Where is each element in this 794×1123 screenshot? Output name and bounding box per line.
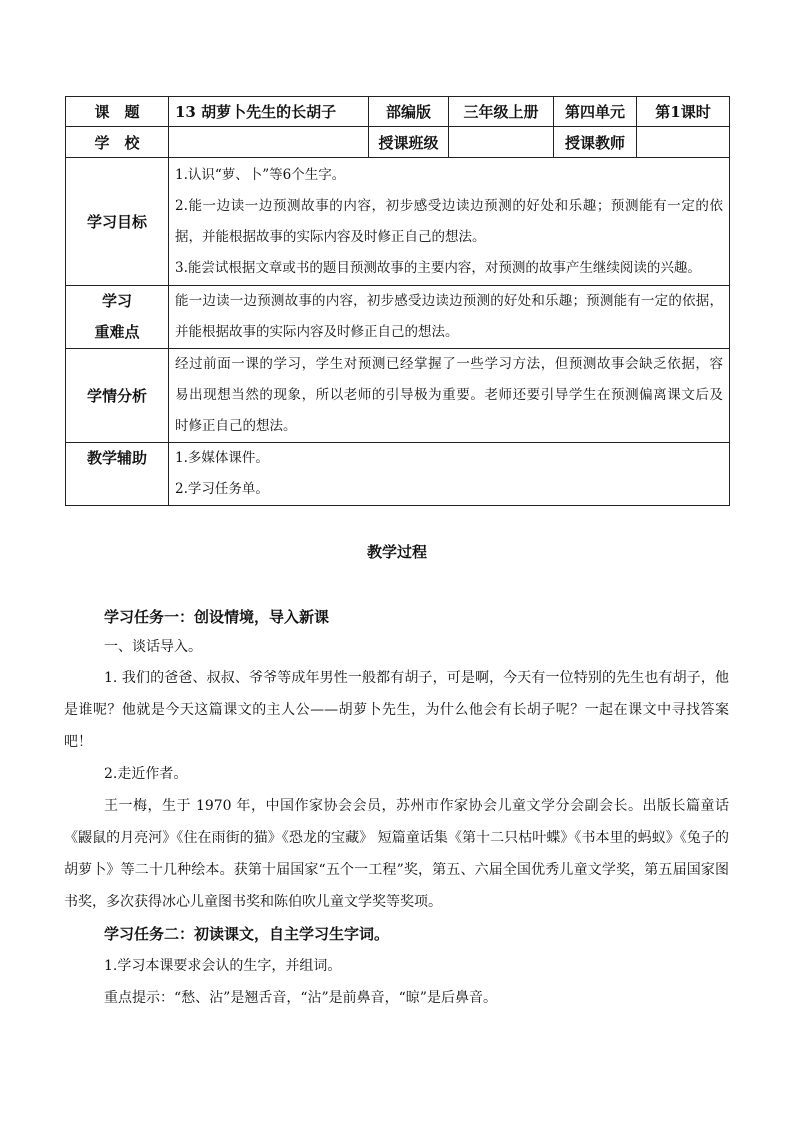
table-row [66, 349, 730, 443]
analysis-line: 时修正自己的想法。 [175, 418, 297, 434]
label-difficulty [66, 286, 169, 349]
label-analysis: 学情分析 [66, 349, 169, 443]
school-value [169, 127, 369, 158]
grade: 三年级上册 [449, 97, 554, 127]
unit: 第四单元 [554, 97, 637, 127]
label-goals: 学习目标 [66, 158, 169, 286]
section1-title: 一、谈话导入。 [104, 639, 202, 655]
table-row [66, 97, 730, 127]
difficulty-line: 能一边读一边预测故事的内容，初步感受边读边预测的好处和乐趣；预测能有一定的依据， [175, 293, 723, 309]
label-aids: 教学辅助 [66, 443, 169, 506]
difficulty-line: 并能根据故事的实际内容及时修正自己的想法。 [175, 324, 459, 340]
table-row [66, 127, 730, 158]
table-row [66, 286, 730, 349]
goals-content [169, 158, 730, 286]
difficulty-content [169, 286, 730, 349]
label-difficulty-line2: 重难点 [94, 323, 140, 341]
analysis-line: 经过前面一课的学习，学生对预测已经掌握了一些学习方法，但预测故事会缺乏依据，容 [175, 356, 723, 372]
task2-title: 学习任务二：初读课文，自主学习生字词。 [104, 925, 390, 943]
paragraph-intro: 1. 我们的爸爸、叔叔、爷爷等成年男性一般都有胡子，可是啊，今天有一位特别的先生也有胡子，他是谁呢？他就是今天这篇课文的主人公——胡萝卜先生，为什么他会有长胡子呢？一起在课文中寻找答案吧！ [64, 670, 729, 750]
table-row [66, 158, 730, 286]
goal-line: 1.认识“萝、卜”等6个生字。 [175, 166, 346, 183]
paragraph-key-hint: 重点提示：“愁、沾”是翘舌音，“沾”是前鼻音，“晾”是后鼻音。 [104, 990, 497, 1006]
analysis-content [169, 349, 730, 443]
goal-line: 3.能尝试根据文章或书的题目预测故事的主要内容，对预测的故事产生继续阅读的兴趣。 [175, 259, 701, 276]
paragraph-task2-step: 1.学习本课要求会认的生字，并组词。 [104, 958, 342, 974]
task1-title: 学习任务一：创设情境，导入新课 [104, 608, 330, 626]
label-lesson: 课 题 [66, 97, 169, 127]
process-body [64, 602, 729, 1014]
lesson-plan-table [65, 96, 730, 506]
edition: 部编版 [369, 97, 449, 127]
paragraph-author-bio: 王一梅，生于 1970 年，中国作家协会会员，苏州市作家协会儿童文学分会副会长。出版长篇童话《鼹鼠的月亮河》《住在雨街的猫》《恐龙的宝藏》 短篇童话集《第十二只枯叶蝶》《书本里的蚂蚁》《兔子的胡萝卜》等二十几种绘本。获第十届国家“五个一工程”奖，第五、六届全国优秀儿童文学奖，第五届国家图书奖，多次获得冰心儿童图书奖和陈伯吹儿童文学奖等奖项。 [64, 798, 729, 910]
process-heading: 教学过程 [366, 543, 427, 561]
aid-line: 1.多媒体课件。 [175, 450, 269, 466]
label-school: 学 校 [66, 127, 169, 158]
class-value [449, 127, 554, 158]
teacher-value [637, 127, 730, 158]
goal-line: 据，并能根据故事的实际内容及时修正自己的想法。 [175, 228, 486, 245]
label-difficulty-line1: 学习 [101, 292, 132, 310]
aids-content [169, 443, 730, 506]
lesson-title: 13 胡萝卜先生的长胡子 [169, 97, 369, 127]
period: 第1课时 [637, 97, 730, 127]
label-teacher: 授课教师 [554, 127, 637, 158]
goal-line: 2.能一边读一边预测故事的内容，初步感受边读边预测的好处和乐趣；预测能有一定的依 [175, 197, 723, 214]
paragraph-author-title: 2.走近作者。 [104, 766, 188, 782]
analysis-line: 易出现想当然的现象，所以老师的引导极为重要。老师还要引导学生在预测偏离课文后及 [175, 387, 723, 403]
label-class: 授课班级 [369, 127, 449, 158]
aid-line: 2.学习任务单。 [175, 481, 269, 497]
table-row [66, 443, 730, 506]
